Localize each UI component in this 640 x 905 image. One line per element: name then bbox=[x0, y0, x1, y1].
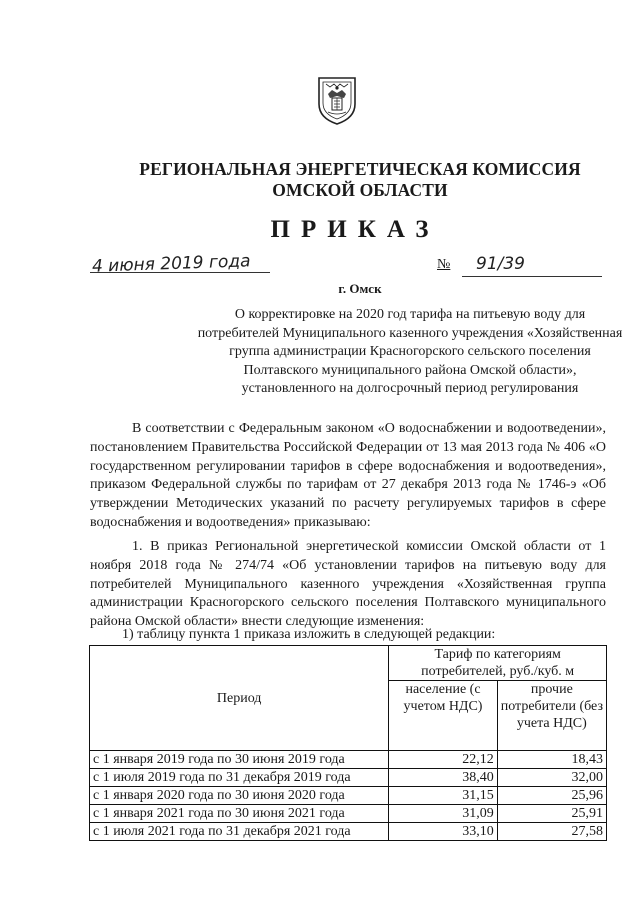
population-value: 31,15 bbox=[389, 787, 497, 805]
item-1-paragraph: 1. В приказ Региональной энергетической комиссии Омской области от 1 ноября 2018 года № 274/74 «Об установлении тарифов на питьевую воду для потребителей Муниципального казенного учреждения «Хозяйственная группа администрации Красногорского сельского поселения Полтавского муниципального района Омской области» внести следующие изменения: bbox=[90, 539, 606, 630]
preamble-paragraph: В соответствии с Федеральным законом «О водоснабжении и водоотведении», постановлением Правительства Российской Федерации от 13 мая 2013 года № 406 «О государственном регулировании тарифов в сфере водоснабжения и водоотведения», приказом Федеральной службы по тарифам от 27 декабря 2013 года № 1746-э «Об утверждении Методических указаний по расчету регулируемых тарифов в сфере водоснабжения и водоотведения» приказываю: bbox=[90, 421, 606, 530]
table-row bbox=[90, 769, 607, 787]
handwritten-number: 91/39 bbox=[476, 254, 525, 274]
table-row bbox=[90, 823, 607, 841]
population-value: 33,10 bbox=[389, 823, 497, 841]
population-value: 31,09 bbox=[389, 805, 497, 823]
number-sign: № bbox=[437, 257, 451, 272]
period-cell: с 1 января 2021 года по 30 июня 2021 года bbox=[90, 805, 389, 823]
number-underline bbox=[462, 276, 602, 277]
subject-line: О корректировке на 2020 год тарифа на питьевую воду для bbox=[234, 307, 586, 322]
period-cell: с 1 июля 2019 года по 31 декабря 2019 года bbox=[90, 769, 389, 787]
subject-line: потребителей Муниципального казенного учреждения «Хозяйственная bbox=[197, 325, 623, 341]
coat-of-arms-icon bbox=[316, 74, 358, 126]
subject-line: Полтавского муниципального района Омской области», bbox=[243, 362, 577, 378]
tariff-group-header: Тариф по категориям потребителей, руб./куб. м bbox=[389, 646, 607, 681]
tariff-table bbox=[89, 645, 607, 841]
subitem-1: 1) таблицу пункта 1 приказа изложить в следующей редакции: bbox=[122, 627, 496, 642]
commission-title-line2: ОМСКОЙ ОБЛАСТИ bbox=[272, 180, 448, 200]
document-type-title: ПРИКАЗ bbox=[270, 216, 440, 243]
table-row bbox=[90, 751, 607, 769]
period-cell: с 1 января 2020 года по 30 июня 2020 года bbox=[90, 787, 389, 805]
population-value: 22,12 bbox=[389, 751, 497, 769]
city-label: г. Омск bbox=[338, 281, 382, 296]
handwritten-date: 4 июня 2019 года bbox=[91, 251, 251, 277]
commission-title-line1: РЕГИОНАЛЬНАЯ ЭНЕРГЕТИЧЕСКАЯ КОМИССИЯ bbox=[139, 159, 581, 179]
table-row bbox=[90, 805, 607, 823]
population-value: 38,40 bbox=[389, 769, 497, 787]
period-cell: с 1 января 2019 года по 30 июня 2019 года bbox=[90, 751, 389, 769]
other-value: 18,43 bbox=[497, 751, 606, 769]
period-cell: с 1 июля 2021 года по 31 декабря 2021 года bbox=[90, 823, 389, 841]
period-header: Период bbox=[90, 646, 389, 751]
subject-line: установленного на долгосрочный период регулирования bbox=[241, 381, 579, 397]
population-header: население (с учетом НДС) bbox=[389, 681, 497, 751]
other-value: 25,96 bbox=[497, 787, 606, 805]
other-value: 32,00 bbox=[497, 769, 606, 787]
other-value: 27,58 bbox=[497, 823, 606, 841]
other-value: 25,91 bbox=[497, 805, 606, 823]
order-subject bbox=[80, 306, 640, 399]
table-row bbox=[90, 787, 607, 805]
other-consumers-header: прочие потребители (без учета НДС) bbox=[497, 681, 606, 751]
subject-line: группа администрации Красногорского сельского поселения bbox=[229, 344, 591, 360]
